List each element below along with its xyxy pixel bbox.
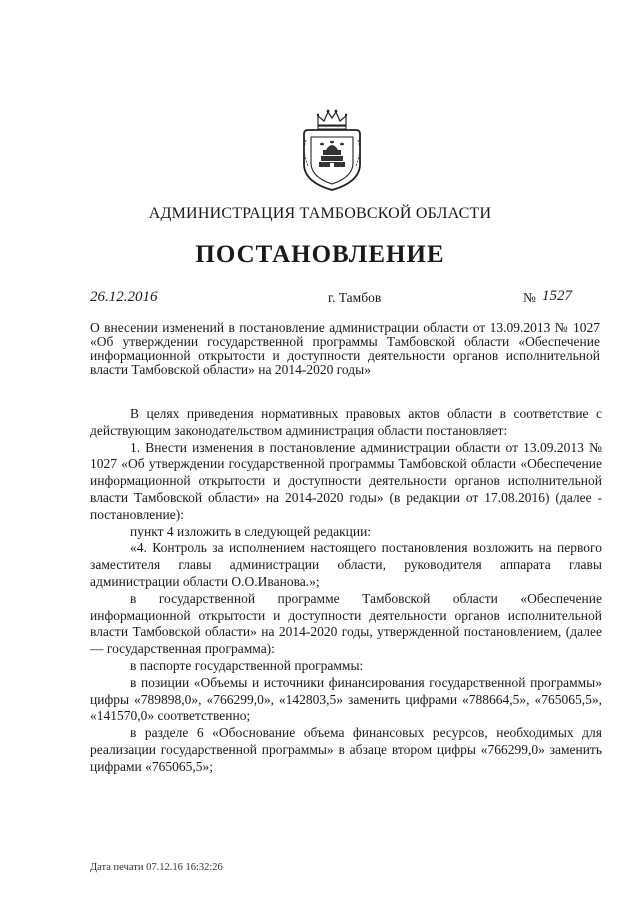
body-paragraph: 1. Внести изменения в постановление администрации области от 13.09.2013 № 1027 «Об утверждении государственной программы Тамбовской области «Обеспечение информационной открытости и доступности деятельности органов исполнительной власти Тамбовской области» на 2014-2020 годы» (в редакции от 17.08.2016) (далее - постановление): bbox=[90, 439, 602, 522]
document-date: 26.12.2016 bbox=[90, 289, 158, 305]
document-city: г. Тамбов bbox=[328, 290, 382, 305]
print-date-footer: Дата печати 07.12.16 16:32:26 bbox=[90, 862, 223, 873]
document-meta-row bbox=[90, 289, 585, 311]
document-number: 1527 bbox=[542, 288, 572, 304]
body-paragraph: пункт 4 изложить в следующей редакции: bbox=[130, 523, 372, 539]
body-paragraph: в позиции «Объемы и источники финансирования государственной программы» цифры «789898,0», «766299,0», «142803,5» заменить цифрами «788664,5», «765065,5», «141570,0» соответственно; bbox=[90, 674, 602, 724]
coat-of-arms-emblem bbox=[296, 106, 368, 192]
document-type-title: ПОСТАНОВЛЕНИЕ bbox=[195, 241, 445, 268]
body-paragraph: в разделе 6 «Обоснование объема финансовых ресурсов, необходимых для реализации государственной программы» в абзаце втором цифры «766299,0» заменить цифрами «765065,5»; bbox=[90, 725, 602, 774]
body-paragraph: «4. Контроль за исполнением настоящего постановления возложить на первого заместителя главы администрации области, руководителя аппарата главы администрации области О.О.Иванова.»; bbox=[90, 540, 602, 589]
document-number-label: № bbox=[523, 290, 536, 305]
body-paragraph: в государственной программе Тамбовской области «Обеспечение информационной открытости и доступности деятельности органов исполнительной власти Тамбовской области» на 2014-2020 годы, утвержденной постановлением, (далее — государственная программа): bbox=[90, 590, 602, 657]
document-body bbox=[90, 406, 602, 776]
document-subject: О внесении изменений в постановление администрации области от 13.09.2013 № 1027 «Об утверждении государственной программы Тамбовской области «Обеспечение информационной открытости и доступности деятельности органов исполнительной власти Тамбовской области» на 2014-2020 годы» bbox=[90, 320, 600, 377]
body-paragraph: В целях приведения нормативных правовых актов области в соответствие с действующим законодательством администрация области постановляет: bbox=[90, 406, 602, 438]
agency-name: АДМИНИСТРАЦИЯ ТАМБОВСКОЙ ОБЛАСТИ bbox=[148, 205, 492, 222]
body-paragraph: в паспорте государственной программы: bbox=[130, 657, 364, 673]
